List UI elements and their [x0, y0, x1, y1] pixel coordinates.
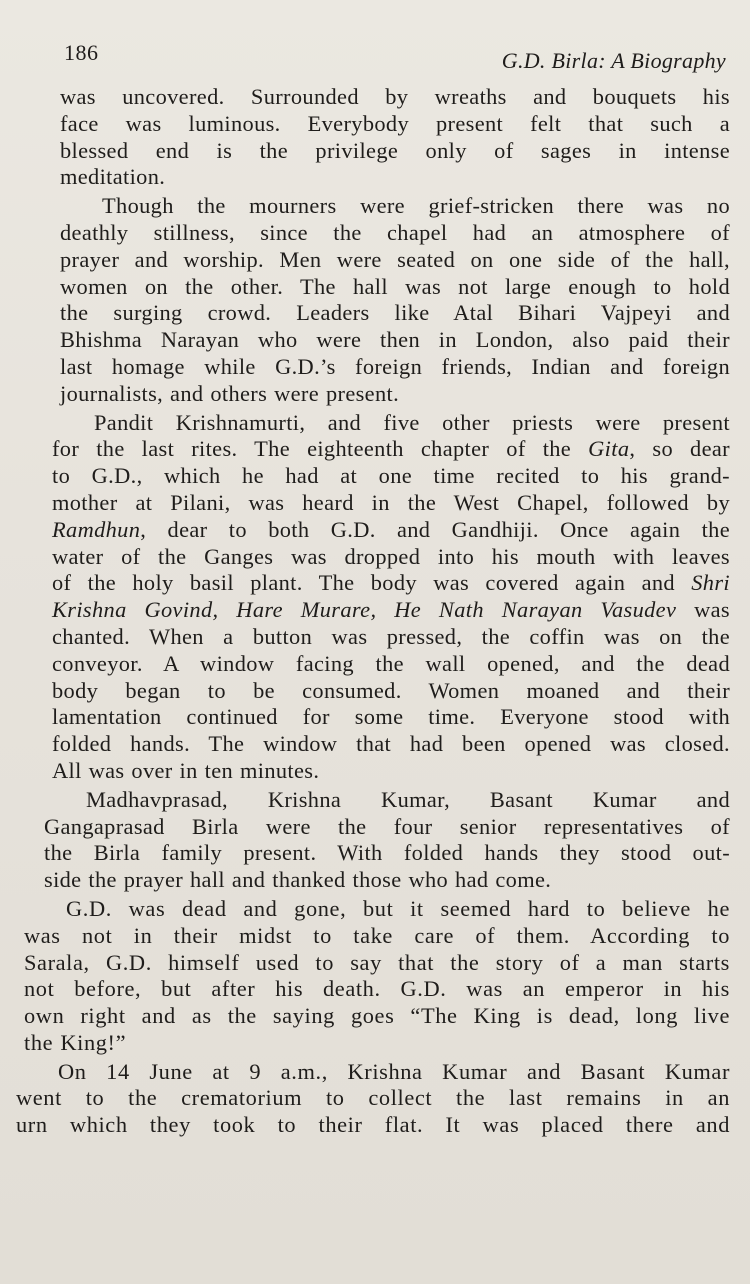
text-line: Madhavprasad, Krishna Kumar, Basant Kumar and [86, 786, 730, 812]
text-line: was uncovered. Surrounded by wreaths and bouquets his [60, 84, 730, 109]
italic-title: Gita [588, 436, 630, 462]
text-line: not before, but after his death. G.D. was an emperor in his [24, 976, 730, 1002]
text-line: folded hands. The window that had been opened was closed. [52, 731, 730, 757]
text-line: the Birla family present. With folded hands they stood out- [44, 840, 730, 866]
text-segment: for the last rites. The eighteenth chapter of the [52, 436, 589, 462]
text-line: water of the Ganges was dropped into his mouth with leaves [52, 543, 730, 569]
text-line: Pandit Krishnamurti, and five other priests were present [94, 409, 730, 435]
paragraph [24, 896, 730, 1057]
text-line: conveyor. A window facing the wall opened, and the dead [52, 650, 730, 676]
text-segment: was [676, 597, 730, 623]
text-line: face was luminous. Everybody present felt that such a [60, 110, 730, 136]
text-line: was not in their midst to take care of them. According to [24, 922, 730, 948]
text-segment: of the holy basil plant. The body was covered again and [52, 570, 692, 596]
text-line: deathly stillness, since the chapel had an atmosphere of [60, 219, 730, 245]
text-line: prayer and worship. Men were seated on one side of the hall, [60, 246, 730, 272]
text-line: body began to be consumed. Women moaned and their [52, 677, 730, 703]
text-line: On 14 June at 9 a.m., Krishna Kumar and Basant Kumar [58, 1058, 730, 1084]
text-line: blessed end is the privilege only of sages in intense [60, 137, 730, 163]
text-line: Sarala, G.D. himself used to say that the story of a man starts [24, 949, 730, 975]
text-line: Gangaprasad Birla were the four senior representatives of [44, 813, 730, 839]
page-number: 186 [64, 40, 99, 65]
text-line: Though the mourners were grief-stricken there was no [102, 193, 730, 219]
text-line: the King!” [24, 1029, 127, 1055]
paragraph [60, 84, 730, 191]
italic-term: Shri [691, 570, 730, 596]
text-line: chanted. When a button was pressed, the coffin was on the [52, 623, 730, 649]
paragraph [52, 410, 730, 785]
text-line: journalists, and others were present. [60, 380, 400, 406]
text-line: the surging crowd. Leaders like Atal Bihari Vajpeyi and [60, 300, 730, 326]
text-line: meditation. [60, 164, 166, 190]
text-line: lamentation continued for some time. Everyone stood with [52, 704, 730, 730]
text-line [52, 597, 730, 624]
paragraph [16, 1059, 730, 1139]
text-line [52, 517, 730, 544]
text-line: own right and as the saying goes “The King is dead, long live [24, 1003, 730, 1029]
text-line [52, 570, 730, 597]
page-header [64, 36, 726, 76]
paragraph [44, 787, 730, 894]
text-line: side the prayer hall and thanked those who had come. [44, 867, 552, 893]
text-line: Bhishma Narayan who were then in London, also paid their [60, 327, 730, 353]
paragraph [60, 193, 730, 407]
text-line [52, 436, 730, 463]
text-line: urn which they took to their flat. It was placed there and [16, 1112, 730, 1138]
running-head: G.D. Birla: A Biography [501, 48, 726, 73]
text-segment: , so dear [629, 436, 730, 462]
text-line: to G.D., which he had at one time recited to his grand- [52, 463, 730, 489]
italic-chant: Krishna Govind, Hare Murare, He Nath Narayan Vasudev [52, 597, 677, 623]
text-line: G.D. was dead and gone, but it seemed hard to believe he [66, 895, 730, 921]
text-line: went to the crematorium to collect the last remains in an [16, 1085, 730, 1111]
page-body [16, 84, 730, 1141]
text-segment: , dear to both G.D. and Gandhiji. Once again the [140, 516, 730, 542]
text-line: last homage while G.D.’s foreign friends, Indian and foreign [60, 353, 730, 379]
italic-term: Ramdhun [52, 516, 141, 542]
text-line: women on the other. The hall was not large enough to hold [60, 273, 730, 299]
text-line: All was over in ten minutes. [52, 757, 320, 783]
text-line: mother at Pilani, was heard in the West Chapel, followed by [52, 489, 730, 515]
